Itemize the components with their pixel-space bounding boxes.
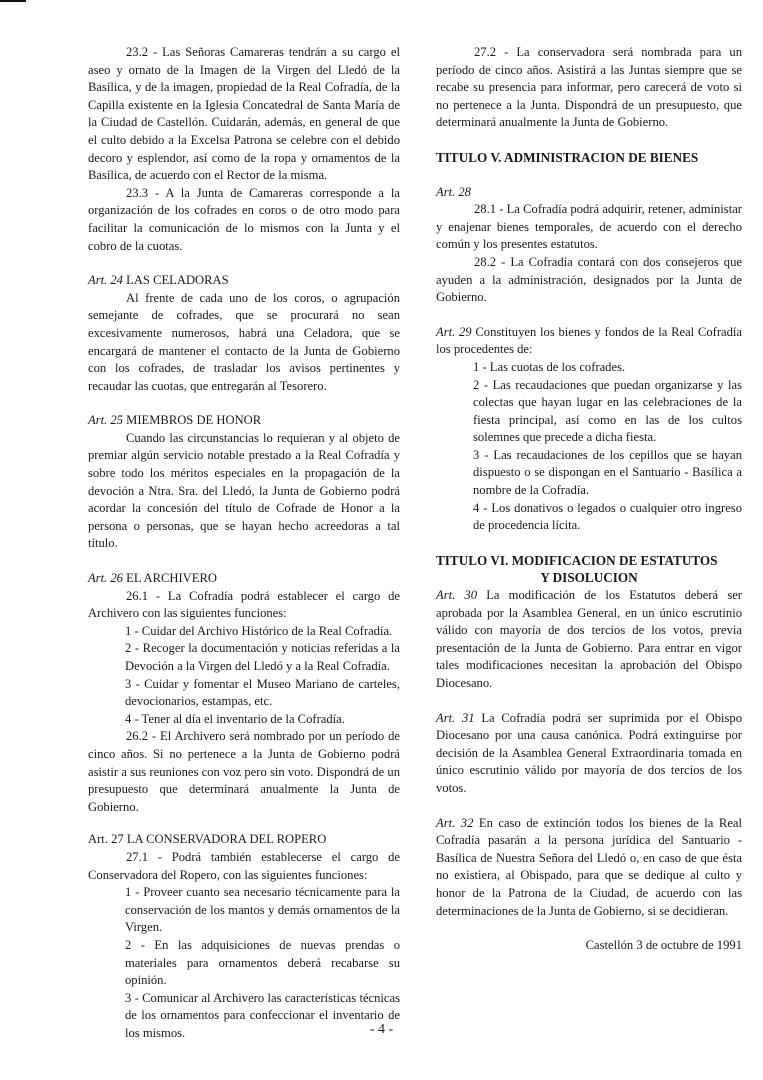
title-v-heading: TITULO V. ADMINISTRACION DE BIENES: [436, 149, 699, 165]
paragraph-23-2: 23.2 - Las Señoras Camareras tendrán a su cargo el aseo y ornato de la Imagen de la Virgen del Lledó de la Basílica, y de la imagen, propiedad de la Real Cofradía, de la Capilla existente en la Iglesia Concatedral de Santa María de la Ciudad de Castellón. Cuidarán, además, en general de que el culto debido a la Excelsa Patrona se celebre con el debido decoro y esplendor, así como de la ropa y ornamentos de la Basílica, de acuerdo con el Rector de la misma.: [88, 45, 400, 183]
article-27-intro: 27.1 - Podrá también establecerse el cargo de Conservadora del Ropero, con las siguientes funciones:: [88, 849, 400, 882]
article-28-heading: [436, 184, 742, 202]
paragraph-27-2: 27.2 - La conservadora será nombrada para un período de cinco años. Asistirá a las Juntas siempre que se recabe su presencia para informar, pero carecerá de voto si no pertenece a la Junta. Dispondrá de un presupuesto, que determinará anualmente la Junta de Gobierno.: [436, 45, 742, 130]
article-26-title: EL ARCHIVERO: [122, 571, 217, 586]
article-26-heading: [88, 570, 400, 588]
article-25-title: MIEMBROS DE HONOR: [122, 413, 262, 428]
article-31-body: La Cofradía podrá ser suprimida por el Obispo Diocesano por una causa canónica. Podrá extinguirse por decisión de la Asamblea General Extraordinaria tomada en único escrutinio válido por mayoría de dos tercios de los votos.: [436, 710, 742, 795]
right-column: [436, 44, 742, 955]
article-27-heading: Art. 27 LA CONSERVADORA DEL ROPERO: [88, 832, 327, 847]
paragraph-23-3: 23.3 - A la Junta de Camareras corresponde a la organización de los cofrades en coros o de otro modo para facilitar la comunicación de lo mismos con la Junta y el cobro de la cuotas.: [88, 185, 400, 253]
article-32-body: En caso de extinción todos los bienes de la Real Cofradía pasarán a la persona jurídica del Santuario - Basílica de Nuestra Señora del Lledó o, en caso de que ésta no existiera, al Obispado, para que se dedique al culto y honor de la Patrona de la Ciudad, de acuerdo con las determinaciones de la Junta de Gobierno, si se decidieran.: [436, 815, 742, 918]
article-25-heading: [88, 412, 400, 430]
list-item: 2 - Recoger la documentación y noticias referidas a la Devoción a la Virgen del Lledó y a la Real Cofradía.: [125, 641, 400, 673]
article-30-label: Art. 30: [436, 588, 478, 603]
list-item: 2 - En las adquisiciones de nuevas prendas o materiales para ornamentos deberá recabarse su opinión.: [125, 937, 400, 988]
signature-date: Castellón 3 de octubre de 1991: [585, 938, 742, 953]
corner-mark: [0, 0, 26, 2]
article-24-text: Al frente de cada uno de los coros, o agrupación semejante de cofrades, que se procurará no sean excesivamente numerosos, habrá una Celadora, que se encargará de mantener el contacto de la Junta de Gobierno con los cofrades, de trasladar los avisos pertinentes y recaudar las cuotas, que entregarán al Tesorero.: [88, 290, 400, 393]
article-30-text: [436, 587, 742, 693]
article-24-label: Art. 24: [88, 273, 123, 288]
article-24-heading: [88, 272, 400, 290]
article-26-intro: 26.1 - La Cofradía podrá establecer el cargo de Archivero con las siguientes funciones:: [88, 588, 400, 621]
title-vi-heading: TITULO VI. MODIFICACION DE ESTATUTOS: [436, 552, 718, 568]
article-32-label: Art. 32: [436, 815, 474, 830]
paragraph-28-1: 28.1 - La Cofradía podrá adquirir, retener, administar y enajenar bienes temporales, de acuerdo con el derecho común y los presentes estatutos.: [436, 202, 742, 252]
article-25-text: Cuando las circunstancias lo requieran y al objeto de premiar algún servicio notable prestado a la Real Cofradía y sobre todo los méritos especiales en la propagación de la devoción a Ntra. Sra. del Lledó, la Junta de Gobierno podrá acordar la concesión del título de Cofrade de Honor a la persona o personas, que se hayan hecho acreedoras a tal título.: [88, 430, 400, 551]
article-24-title: LAS CELADORAS: [122, 273, 229, 288]
article-32-text: [436, 815, 742, 921]
title-vi-heading-line2: Y DISOLUCION: [540, 570, 638, 586]
list-item: 4 - Los donativos o legados o cualquier otro ingreso de procedencia lícita.: [473, 500, 742, 533]
paragraph-28-2: 28.2 - La Cofradía contará con dos consejeros que ayuden a la administración, designados por la Junta de Gobierno.: [436, 254, 742, 305]
list-item: 2 - Las recaudaciones que puedan organizarse y las colectas que hayan lugar en las celebraciones de la fiesta principal, así como en las de los cultos solemnes que precede a dicha fiesta.: [473, 377, 742, 445]
left-column: [88, 44, 400, 1042]
article-31-label: Art. 31: [436, 710, 475, 725]
article-25-label: Art. 25: [88, 413, 123, 428]
paragraph-26-2: 26.2 - El Archivero será nombrado por un período de cinco años. Si no pertenece a la Junta de Gobierno podrá asistir a sus reuniones con voz pero sin voto. Dispondrá de un presupuesto que determinará anualmente la Junta de Gobierno.: [88, 729, 400, 814]
list-item: 4 - Tener al día el inventario de la Cofradía.: [125, 711, 345, 726]
page-number: - 4 -: [369, 1022, 394, 1037]
article-31-text: [436, 710, 742, 798]
list-item: 1 - Cuidar del Archivo Histórico de la Real Cofradía.: [125, 623, 393, 638]
article-30-body: La modificación de los Estatutos deberá ser aprobada por la Asamblea General, en un único escrutinio válido con mayoría de dos tercios de los votos, previa presentación de la Junta de Gobierno. Para entrar en vigor tales modificaciones necesitan la aprobación del Obispo Diocesano.: [436, 588, 742, 690]
list-item: 1 - Las cuotas de los cofrades.: [473, 359, 626, 374]
article-28-label: Art. 28: [436, 184, 471, 199]
article-29-body: Constituyen los bienes y fondos de la Real Cofradía los procedentes de:: [436, 324, 742, 357]
list-item: 1 - Proveer cuanto sea necesario técnicamente para la conservación de los mantos y demás ornamentos de la Virgen.: [125, 885, 400, 935]
article-26-label: Art. 26: [88, 571, 123, 586]
list-item: 3 - Cuidar y fomentar el Museo Mariano de carteles, devocionarios, estampas, etc.: [125, 676, 400, 709]
list-item: 3 - Comunicar al Archivero las características técnicas de los ornamentos para confeccionar el inventario de los mismos.: [125, 990, 400, 1040]
article-29-text: [436, 324, 742, 359]
article-29-label: Art. 29: [436, 324, 472, 339]
list-item: 3 - Las recaudaciones de los cepillos que se hayan dispuesto o se dispongan en el Santuario - Basílica a nombre de la Cofradía.: [473, 447, 742, 498]
